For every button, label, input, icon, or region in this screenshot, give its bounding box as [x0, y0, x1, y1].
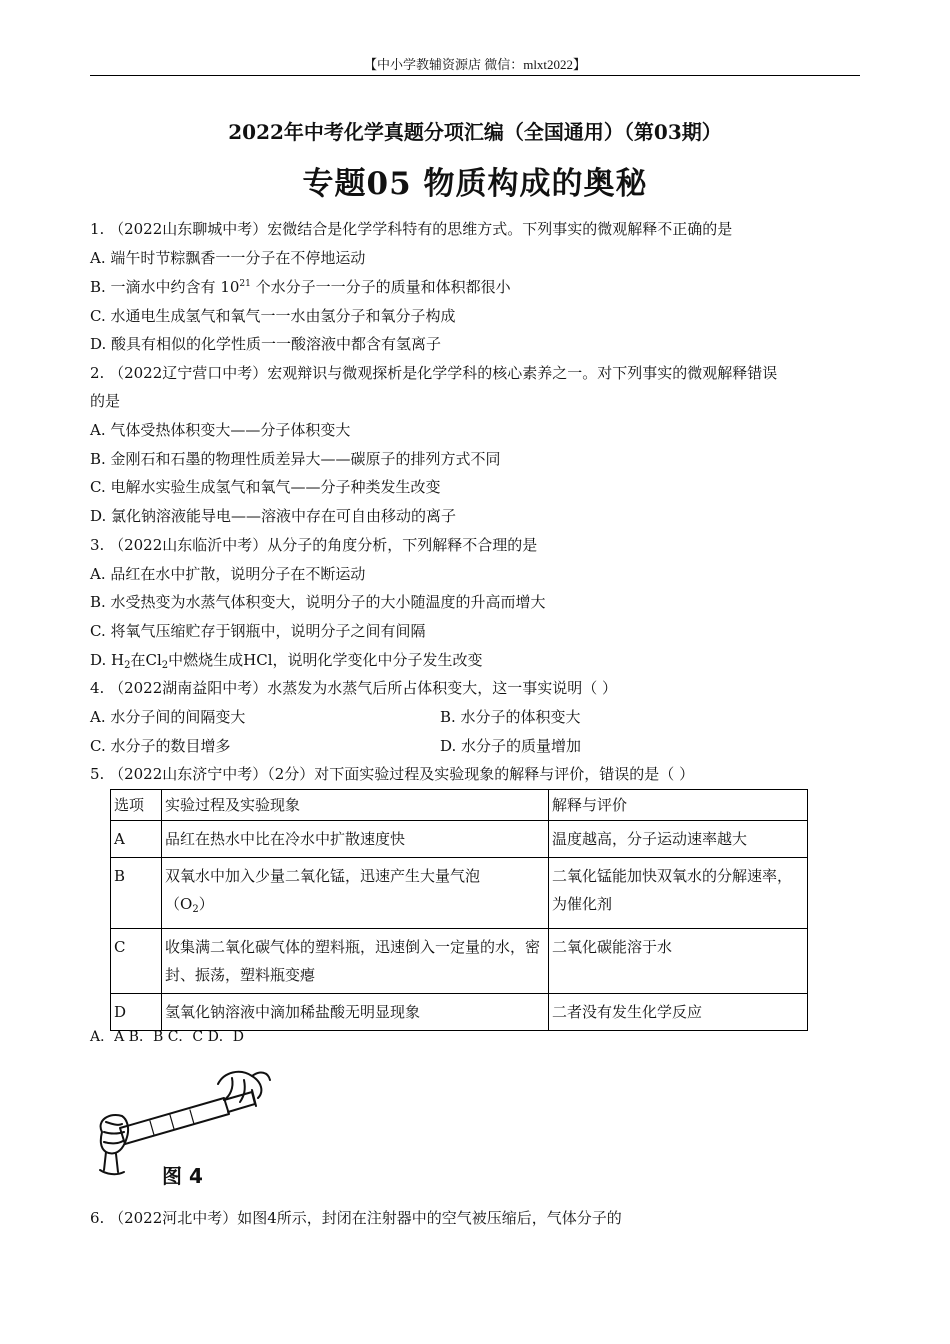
table-row	[111, 994, 808, 1031]
header-experiment: 实验过程及实验现象	[162, 790, 549, 821]
table-row	[111, 929, 808, 994]
q2-option-a: A. 气体受热体积变大——分子体积变大	[90, 421, 351, 439]
q1-option-b: B. 一滴水中约含有 $10^{21}$ 个水分子一一分子的质量和体积都很小	[90, 278, 511, 296]
document-title: 2022年中考化学真题分项汇编（全国通用）（第03期）	[228, 120, 722, 144]
row-a-experiment: 品红在热水中比在冷水中扩散速度快	[162, 821, 549, 858]
q5-answer-options: A．A B．B C．C D．D	[90, 1029, 245, 1045]
q1-stem: 1. （2022山东聊城中考）宏微结合是化学学科特有的思维方式。下列事实的微观解释不正确的是	[90, 220, 733, 238]
q4-option-d: D. 水分子的质量增加	[440, 737, 582, 755]
q3-option-c: C. 将氧气压缩贮存于钢瓶中，说明分子之间有间隔	[90, 622, 426, 640]
q1-option-c: C. 水通电生成氢气和氧气一一水由氢分子和氧分子构成	[90, 307, 456, 325]
header-option: 选项	[111, 790, 162, 821]
row-b-evaluation: 二氧化锰能加快双氧水的分解速率，为催化剂	[549, 858, 808, 929]
q2-option-b: B. 金刚石和石墨的物理性质差异大——碳原子的排列方式不同	[90, 450, 501, 468]
q3-stem: 3. （2022山东临沂中考）从分子的角度分析，下列解释不合理的是	[90, 536, 538, 554]
table-row	[111, 821, 808, 858]
row-a-option: A	[111, 821, 162, 858]
row-b-experiment: 双氧水中加入少量二氧化锰，迅速产生大量气泡 $(O_2)$	[162, 858, 549, 929]
header-evaluation: 解释与评价	[549, 790, 808, 821]
q4-option-c: C. 水分子的数目增多	[90, 737, 231, 755]
header-divider	[90, 75, 860, 76]
row-a-evaluation: 温度越高，分子运动速率越大	[549, 821, 808, 858]
page-header: 【中小学教辅资源店 微信：mlxt2022】	[363, 57, 587, 72]
q4-option-a: A. 水分子间的间隔变大	[90, 708, 246, 726]
q3-option-d: D. $H_2$在$Cl_2$中燃烧生成HCl，说明化学变化中分子发生改变	[90, 651, 483, 671]
figure-caption: 图 4	[162, 1164, 203, 1188]
topic-title: 专题05 物质构成的奥秘	[302, 166, 648, 202]
row-c-option: C	[111, 929, 162, 994]
table-row	[111, 858, 808, 929]
q6-stem: 6. （2022河北中考）如图4所示，封闭在注射器中的空气被压缩后，气体分子的	[90, 1209, 622, 1227]
experiment-table	[110, 789, 808, 1031]
q4-stem: 4. （2022湖南益阳中考）水蒸发为水蒸气后所占体积变大，这一事实说明（ ）	[90, 679, 618, 697]
row-c-experiment: 收集满二氧化碳气体的塑料瓶，迅速倒入一定量的水，密封、振荡，塑料瓶变瘪	[162, 929, 549, 994]
syringe-barrel	[120, 1098, 229, 1144]
q4-option-b: B. 水分子的体积变大	[440, 708, 581, 726]
q2-stem: 2. （2022辽宁营口中考）宏观辩识与微观探析是化学学科的核心素养之一。对下列事实的微观解释错误	[90, 364, 778, 382]
q1-option-d: D. 酸具有相似的化学性质一一酸溶液中都含有氢离子	[90, 335, 442, 353]
q2-option-c: C. 电解水实验生成氢气和氧气——分子种类发生改变	[90, 478, 441, 496]
row-c-evaluation: 二氧化碳能溶于水	[549, 929, 808, 994]
row-d-evaluation: 二者没有发生化学反应	[549, 994, 808, 1031]
table-header-row	[111, 790, 808, 821]
q5-stem: 5. （2022山东济宁中考）（2分）对下面实验过程及实验现象的解释与评价，错误的是（ ）	[90, 765, 695, 783]
right-hand	[218, 1072, 261, 1098]
q2-option-d: D. 氯化钠溶液能导电——溶液中存在可自由移动的离子	[90, 507, 457, 525]
row-d-experiment: 氢氧化钠溶液中滴加稀盐酸无明显现象	[162, 994, 549, 1031]
q2-stem-cont: 的是	[90, 392, 121, 410]
q1-option-a: A. 端午时节粽飘香一一分子在不停地运动	[90, 249, 366, 267]
q3-option-a: A. 品红在水中扩散，说明分子在不断运动	[90, 565, 366, 583]
row-b-option: B	[111, 858, 162, 929]
q3-option-b: B. 水受热变为水蒸气体积变大，说明分子的大小随温度的升高而增大	[90, 593, 546, 611]
row-d-option: D	[111, 994, 162, 1031]
